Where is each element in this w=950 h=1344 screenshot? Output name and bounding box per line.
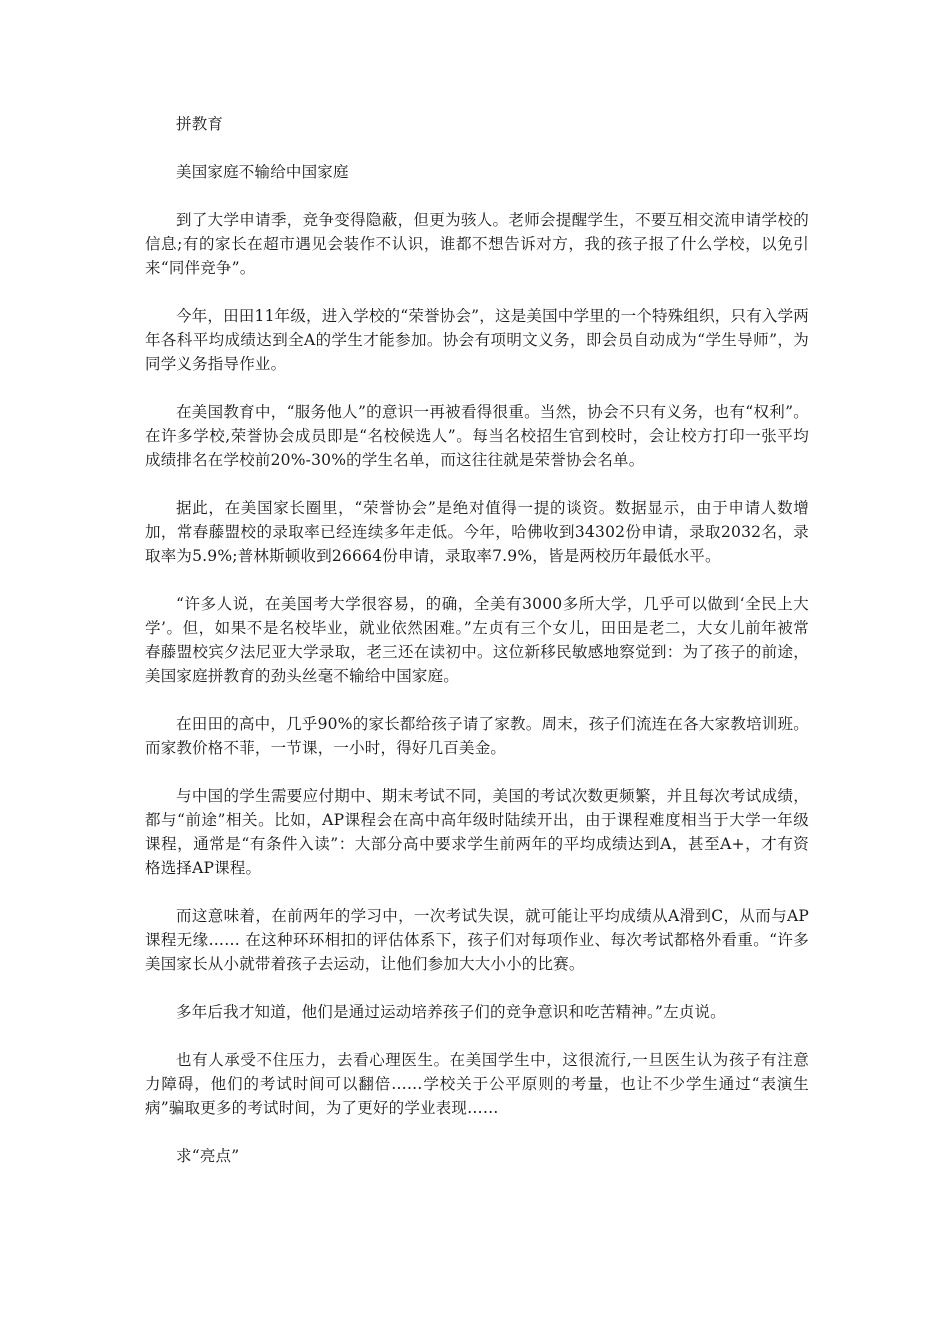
paragraph: 在田田的高中，几乎90%的家长都给孩子请了家教。周末，孩子们流连在各大家教培训班。而家教价格不菲，一节课，一小时，得好几百美金。 (145, 715, 809, 757)
paragraph: 到了大学申请季，竞争变得隐蔽，但更为骇人。老师会提醒学生，不要互相交流申请学校的信息;有的家长在超市遇见会装作不认识，谁都不想告诉对方，我的孩子报了什么学校，以免引来“同伴竞争”。 (145, 211, 809, 277)
paragraph: 也有人承受不住压力，去看心理医生。在美国学生中，这很流行,一旦医生认为孩子有注意力障碍，他们的考试时间可以翻倍……学校关于公平原则的考量，也让不少学生通过“表演生病”骗取更多的考试时间，为了更好的学业表现…… (145, 1051, 809, 1117)
paragraph: 在美国教育中，“服务他人”的意识一再被看得很重。当然，协会不只有义务，也有“权利”。在许多学校,荣誉协会成员即是“名校候选人”。每当名校招生官到校时，会让校方打印一张平均成绩排名在学校前20%-30%的学生名单，而这往往就是荣誉协会名单。 (145, 403, 809, 469)
subheading: 美国家庭不输给中国家庭 (176, 163, 349, 181)
paragraph: “许多人说，在美国考大学很容易，的确，全美有3000多所大学，几乎可以做到‘全民上大学’。但，如果不是名校毕业，就业依然困难。”左贞有三个女儿，田田是老二，大女儿前年被常春藤盟校宾夕法尼亚大学录取，老三还在读初中。这位新移民敏感地察觉到：为了孩子的前途，美国家庭拼教育的劲头丝毫不输给中国家庭。 (145, 595, 809, 685)
document-page (145, 112, 809, 1192)
paragraph: 今年，田田11年级，进入学校的“荣誉协会”，这是美国中学里的一个特殊组织，只有入学两年各科平均成绩达到全A的学生才能参加。协会有项明文义务，即会员自动成为“学生导师”，为同学义务指导作业。 (145, 307, 809, 373)
paragraph: 而这意味着，在前两年的学习中，一次考试失误，就可能让平均成绩从A滑到C，从而与AP课程无缘…… 在这种环环相扣的评估体系下，孩子们对每项作业、每次考试都格外看重。“许多美国家长从小就带着孩子去运动，让他们参加大大小小的比赛。 (145, 907, 809, 973)
section-heading: 拼教育 (176, 115, 224, 133)
section-heading: 求“亮点” (176, 1147, 240, 1165)
paragraph: 与中国的学生需要应付期中、期末考试不同，美国的考试次数更频繁，并且每次考试成绩，都与“前途”相关。比如，AP课程会在高中高年级时陆续开出，由于课程难度相当于大学一年级课程，通常是“有条件入读”：大部分高中要求学生前两年的平均成绩达到A，甚至A+，才有资格选择AP课程。 (145, 787, 809, 877)
paragraph: 多年后我才知道，他们是通过运动培养孩子们的竞争意识和吃苦精神。”左贞说。 (176, 1003, 726, 1021)
paragraph: 据此，在美国家长圈里，“荣誉协会”是绝对值得一提的谈资。数据显示，由于申请人数增加，常春藤盟校的录取率已经连续多年走低。今年，哈佛收到34302份申请，录取2032名，录取率为5.9%;普林斯顿收到26664份申请，录取率7.9%，皆是两校历年最低水平。 (145, 499, 809, 565)
